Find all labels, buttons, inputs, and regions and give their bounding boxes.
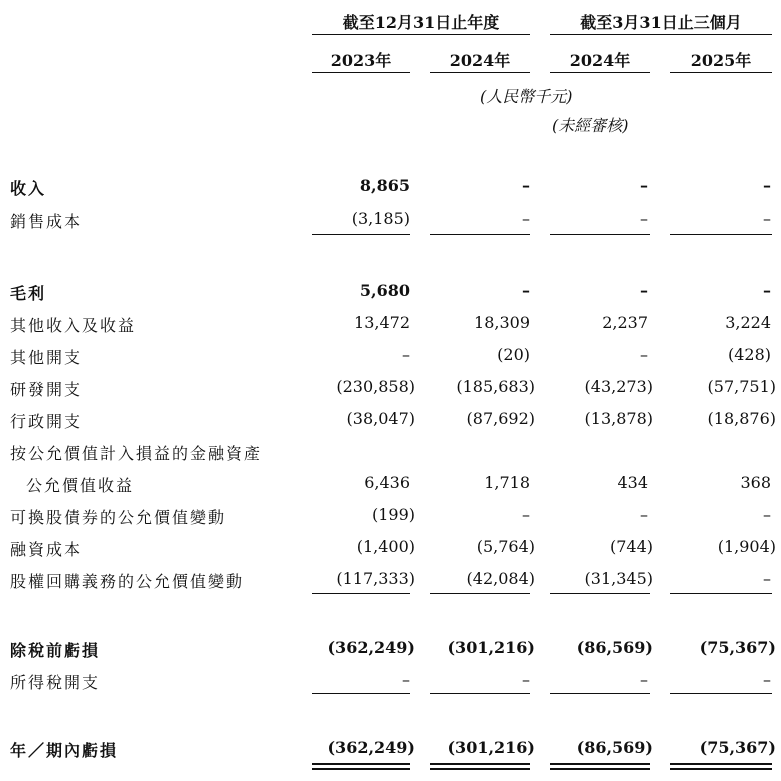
header-year: 2023年 [330, 51, 392, 70]
cell-value: – [522, 209, 530, 228]
subtotal-underline [312, 693, 410, 694]
cell-value: (18,876) [707, 409, 776, 428]
year-underline [430, 72, 530, 73]
cell-value: – [640, 209, 648, 228]
cell-value: (1,400) [356, 537, 415, 556]
cell-value: – [763, 569, 771, 588]
subtotal-underline [550, 693, 650, 694]
cell-value: (57,751) [707, 377, 776, 396]
cell-value: – [640, 345, 648, 364]
cell-value: (38,047) [346, 409, 415, 428]
total-double-underline [430, 763, 530, 765]
row-label-rd-expenses: 研發開支 [10, 380, 83, 399]
cell-value: (117,333) [336, 569, 415, 588]
cell-value: (185,683) [456, 377, 535, 396]
cell-value: – [522, 176, 530, 195]
cell-value: (1,904) [717, 537, 776, 556]
cell-value: (86,569) [576, 638, 653, 657]
cell-value: – [763, 281, 771, 300]
cell-value: – [640, 176, 648, 195]
header-group-three-months: 截至3月31日止三個月 [580, 13, 742, 32]
row-label-admin-expenses: 行政開支 [10, 412, 83, 431]
subtotal-underline [550, 234, 650, 235]
row-label-other-expenses: 其他開支 [10, 348, 83, 367]
header-group-underline [550, 34, 772, 35]
row-label-fvtpl-assets: 按公允價值計入損益的金融資產 [10, 444, 263, 463]
total-double-underline [670, 763, 772, 765]
cell-value: 18,309 [474, 313, 530, 332]
row-label-share-repurchase-fv: 股權回購義務的公允價值變動 [10, 572, 245, 591]
total-double-underline [312, 768, 410, 770]
cell-value: (362,249) [327, 638, 415, 657]
cell-value: – [640, 505, 648, 524]
cell-value: – [522, 505, 530, 524]
cell-value: (75,367) [699, 638, 776, 657]
year-underline [670, 72, 772, 73]
cell-value: (42,084) [466, 569, 535, 588]
subtotal-underline [670, 593, 772, 594]
row-label-loss-for-period: 年／期內虧損 [10, 741, 119, 760]
cell-value: 3,224 [725, 313, 771, 332]
total-double-underline [550, 763, 650, 765]
cell-value: (301,216) [447, 738, 535, 757]
cell-value: 6,436 [364, 473, 410, 492]
row-label-finance-costs: 融資成本 [10, 540, 83, 559]
total-double-underline [670, 768, 772, 770]
cell-value: – [640, 670, 648, 689]
cell-value: – [402, 670, 410, 689]
subtotal-underline [670, 693, 772, 694]
cell-value: (43,273) [584, 377, 653, 396]
cell-value: (31,345) [584, 569, 653, 588]
cell-value: – [763, 176, 771, 195]
header-group-underline [312, 34, 530, 35]
cell-value: – [763, 670, 771, 689]
subtotal-underline [550, 593, 650, 594]
cell-value: – [522, 670, 530, 689]
cell-value: 5,680 [359, 281, 410, 300]
row-label-cost-of-sales: 銷售成本 [10, 212, 83, 231]
subtotal-underline [430, 234, 530, 235]
row-label-convertible-bonds-fv: 可換股債券的公允價值變動 [10, 508, 227, 527]
row-label-fair-value-gains: 公允價值收益 [26, 476, 135, 495]
year-underline [550, 72, 650, 73]
cell-value: 2,237 [602, 313, 648, 332]
row-label-other-income: 其他收入及收益 [10, 316, 137, 335]
row-label-gross-profit: 毛利 [10, 284, 47, 303]
header-year: 2024年 [569, 51, 631, 70]
cell-value: 434 [617, 473, 648, 492]
cell-value: (13,878) [584, 409, 653, 428]
cell-value: (3,185) [351, 209, 410, 228]
subtotal-underline [430, 593, 530, 594]
header-year: 2025年 [690, 51, 752, 70]
cell-value: – [763, 505, 771, 524]
cell-value: – [522, 281, 530, 300]
total-double-underline [550, 768, 650, 770]
cell-value: (301,216) [447, 638, 535, 657]
cell-value: (230,858) [336, 377, 415, 396]
subtotal-underline [430, 693, 530, 694]
cell-value: (87,692) [466, 409, 535, 428]
subtotal-underline [312, 234, 410, 235]
total-double-underline [430, 768, 530, 770]
cell-value: (744) [609, 537, 653, 556]
row-label-loss-before-tax: 除稅前虧損 [10, 641, 101, 660]
subtotal-underline [670, 234, 772, 235]
cell-value: 368 [740, 473, 771, 492]
unaudited-note: (未經審核) [552, 116, 629, 135]
subtotal-underline [312, 593, 410, 594]
cell-value: (86,569) [576, 738, 653, 757]
header-group-year-ended: 截至12月31日止年度 [342, 13, 500, 32]
currency-note: (人民幣千元) [480, 87, 573, 106]
cell-value: (362,249) [327, 738, 415, 757]
year-underline [312, 72, 410, 73]
total-double-underline [312, 763, 410, 765]
cell-value: 13,472 [354, 313, 410, 332]
cell-value: – [640, 281, 648, 300]
row-label-revenue: 收入 [10, 179, 47, 198]
cell-value: (199) [371, 505, 415, 524]
cell-value: (5,764) [476, 537, 535, 556]
cell-value: (75,367) [699, 738, 776, 757]
cell-value: 1,718 [484, 473, 530, 492]
row-label-income-tax: 所得稅開支 [10, 673, 101, 692]
cell-value: (20) [497, 345, 530, 364]
cell-value: – [402, 345, 410, 364]
cell-value: 8,865 [359, 176, 410, 195]
cell-value: (428) [727, 345, 771, 364]
cell-value: – [763, 209, 771, 228]
header-year: 2024年 [449, 51, 511, 70]
